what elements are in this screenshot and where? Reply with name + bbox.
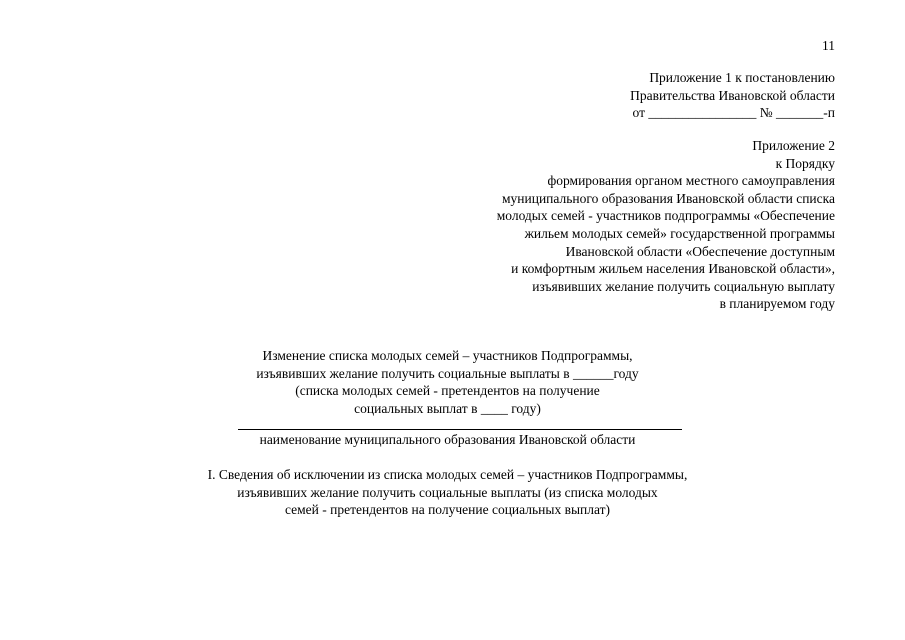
document-title bbox=[0, 347, 900, 417]
title-line: изъявивших желание получить социальные выплаты в ______году bbox=[256, 365, 639, 381]
title-line: социальных выплат в ____ году) bbox=[354, 400, 541, 416]
section-1-line: I. Сведения об исключении из списка молодых семей – участников Подпрограммы, bbox=[207, 467, 688, 482]
section-1-heading bbox=[0, 466, 900, 519]
appendix-1-line: Приложение 1 к постановлению bbox=[649, 70, 835, 85]
appendix-1-header bbox=[630, 69, 835, 122]
appendix-2-line: молодых семей - участников подпрограммы «Обеспечение bbox=[496, 208, 835, 224]
appendix-2-line: к Порядку bbox=[775, 155, 835, 171]
appendix-2-line: жильем молодых семей» государственной программы bbox=[524, 225, 835, 241]
title-line: Изменение списка молодых семей – участников Подпрограммы, bbox=[262, 348, 633, 363]
appendix-2-line: изъявивших желание получить социальную выплату bbox=[532, 278, 835, 294]
appendix-2-line: и комфортным жильем населения Ивановской области», bbox=[511, 261, 835, 277]
appendix-2-line: в планируемом году bbox=[719, 296, 835, 312]
section-1-line: семей - претендентов на получение социальных выплат) bbox=[284, 502, 611, 518]
blank-fill-line bbox=[238, 429, 682, 430]
municipality-caption-text: наименование муниципального образования Ивановской области bbox=[259, 432, 636, 447]
appendix-1-line: от ________________ № _______-п bbox=[632, 105, 835, 121]
section-1-line: изъявивших желание получить социальные выплаты (из списка молодых bbox=[237, 484, 658, 500]
appendix-2-header bbox=[497, 137, 835, 313]
municipality-caption bbox=[0, 431, 900, 449]
appendix-1-line: Правительства Ивановской области bbox=[630, 87, 835, 103]
appendix-2-line: Ивановской области «Обеспечение доступным bbox=[565, 243, 835, 259]
appendix-2-line: муниципального образования Ивановской области списка bbox=[501, 190, 835, 206]
appendix-2-line: формирования органом местного самоуправления bbox=[547, 173, 835, 189]
page-number: 11 bbox=[822, 38, 835, 53]
title-line: (списка молодых семей - претендентов на получение bbox=[295, 383, 600, 399]
appendix-2-line: Приложение 2 bbox=[752, 138, 835, 153]
